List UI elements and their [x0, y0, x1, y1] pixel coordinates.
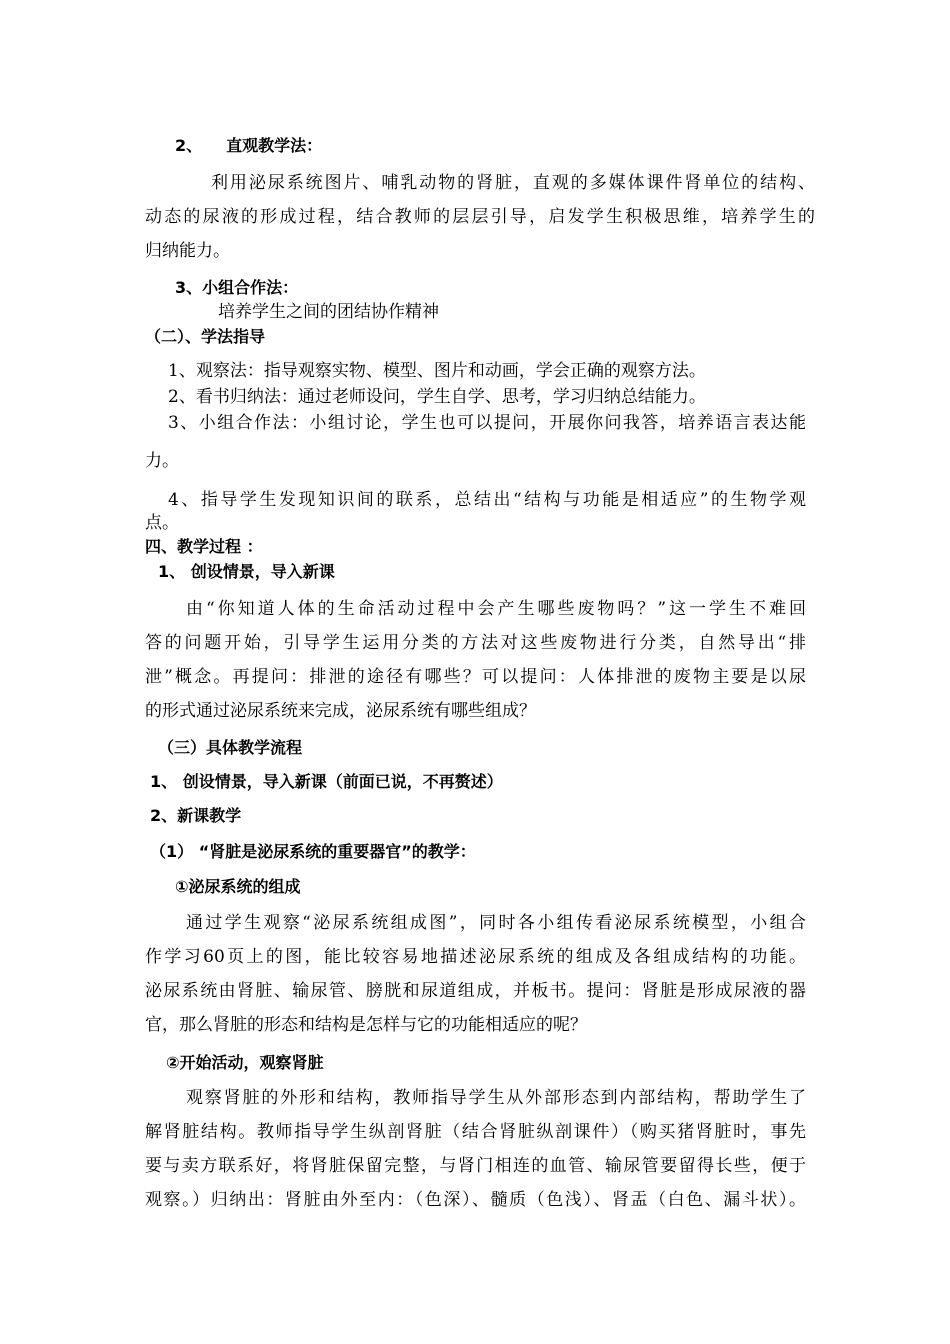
heading-teaching-process: 四、教学过程 ： — [145, 537, 263, 556]
heading-group-method: 3、小组合作法： — [175, 278, 299, 297]
paragraph-line: 通过学生观察“泌尿系统组成图”，同时各小组传看泌尿系统模型，小组合 — [186, 913, 806, 933]
list-item-continued: 力。 — [145, 451, 179, 471]
paragraph-line: 观察肾脏的外形和结构，教师指导学生从外部形态到内部结构，帮助学生了 — [186, 1088, 806, 1108]
list-item: 1、观察法：指导观察实物、模型、图片和动画，学会正确的观察方法。 — [168, 361, 706, 381]
paragraph-line: 的形式通过泌尿系统来完成，泌尿系统有哪些组成？ — [145, 701, 536, 721]
list-item: 4、指导学生发现知识间的联系，总结出“结构与功能是相适应”的生物学观 — [168, 490, 806, 510]
paragraph-line: 由“你知道人体的生命活动过程中会产生哪些废物吗？”这一学生不难回 — [186, 599, 806, 619]
list-item-continued: 点。 — [145, 513, 179, 533]
paragraph-line: 要与卖方联系好，将肾脏保留完整，与肾门相连的血管、输尿管要留得长些，便于 — [145, 1156, 806, 1176]
paragraph-line: 归纳能力。 — [145, 241, 230, 261]
paragraph-line: 动态的尿液的形成过程，结合教师的层层引导，启发学生积极思维，培养学生的 — [145, 207, 815, 227]
paragraph-line: 答的问题开始，引导学生运用分类的方法对这些废物进行分类，自然导出“排 — [145, 633, 806, 653]
list-item: 2、看书归纳法：通过老师设问，学生自学、思考，学习归纳总结能力。 — [168, 387, 706, 407]
heading-kidney-section: （1） “肾脏是泌尿系统的重要器官”的教学： — [150, 842, 476, 861]
heading-step-2: 2、新课教学 — [150, 806, 242, 825]
paragraph-line: 观察。）归纳出：肾脏由外至内：（色深）、髓质（色浅）、肾盂（白色、漏斗状）。 — [145, 1190, 806, 1210]
paragraph-line: 利用泌尿系统图片、哺乳动物的肾脏，直观的多媒体课件肾单位的结构、 — [211, 173, 815, 193]
paragraph-line: 泌尿系统由肾脏、输尿管、膀胱和尿道组成，并板书。提问：肾脏是形成尿液的器 — [145, 981, 806, 1001]
heading-urinary-composition: ①泌尿系统的组成 — [175, 877, 301, 896]
heading-step-1: 1、 创设情景，导入新课（前面已说，不再赘述） — [150, 772, 503, 791]
heading-learning-guidance: （二）、学法指导 — [145, 327, 266, 346]
paragraph-line: 官，那么肾脏的形态和结构是怎样与它的功能相适应的呢？ — [145, 1015, 587, 1035]
paragraph-line: 泄”概念。再提问：排泄的途径有哪些？可以提问：人体排泄的废物主要是以尿 — [145, 667, 806, 687]
heading-create-situation: 1、 创设情景，导入新课 — [158, 562, 335, 581]
heading-intuitive-method: 2、 直观教学法： — [175, 136, 323, 155]
heading-teaching-flow: （三）具体教学流程 — [158, 738, 303, 757]
list-item: 3、小组合作法：小组讨论，学生也可以提问，开展你问我答，培养语言表达能 — [168, 413, 806, 433]
heading-observe-kidney: ②开始活动，观察肾脏 — [166, 1053, 324, 1072]
paragraph-line: 培养学生之间的团结协作精神 — [218, 302, 439, 322]
paragraph-line: 解肾脏结构。教师指导学生纵剖肾脏（结合肾脏纵剖课件）（购买猪肾脏时，事先 — [145, 1122, 806, 1142]
paragraph-line: 作学习60页上的图，能比较容易地描述泌尿系统的组成及各组成结构的功能。 — [145, 947, 806, 967]
